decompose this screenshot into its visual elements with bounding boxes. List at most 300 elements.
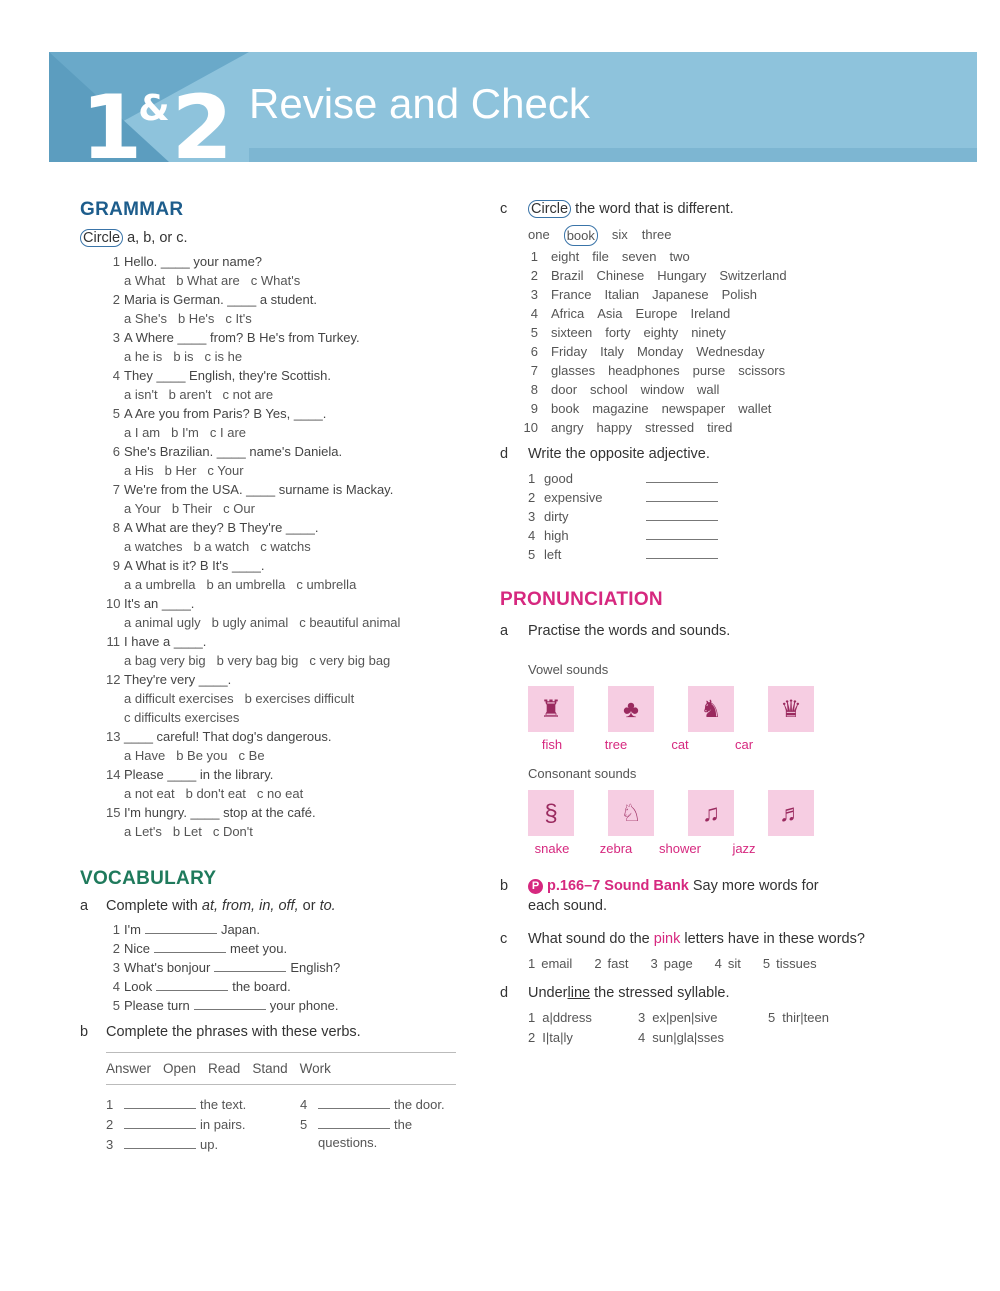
choice-word[interactable]: Polish [721,287,757,302]
verb-word: Open [163,1061,197,1076]
circle-row [500,361,940,380]
circle-rows [500,247,940,437]
answer-blank[interactable] [318,1117,390,1129]
item-number: 2 [528,1030,536,1045]
answer-blank[interactable] [646,528,718,540]
choice-word[interactable]: headphones [608,363,680,378]
row-number: 1 [530,249,538,264]
item-number: 1 [106,1097,114,1112]
pron-c-text: What sound do the [528,931,654,947]
divider [106,1052,456,1053]
choice-word[interactable]: two [669,249,690,264]
sound-word-item [763,954,817,973]
question-text: They're very ____. [124,672,232,687]
grammar-heading: GRAMMAR [80,199,184,220]
option: a What [124,273,166,288]
choice-word[interactable]: Switzerland [719,268,787,283]
row-number: 5 [530,325,538,340]
choice-word[interactable]: happy [596,420,632,435]
adjective: high [544,528,569,543]
choice-word[interactable]: sixteen [551,325,593,340]
option: c watchs [260,539,311,554]
choice-word[interactable]: Europe [635,306,678,321]
item-post: the board. [232,979,291,994]
opposite-instruction [500,445,940,464]
choice-word[interactable]: Wednesday [696,344,765,359]
word: I|ta|ly [542,1030,573,1045]
choice-word[interactable]: France [551,287,592,302]
adjective: dirty [544,509,569,524]
stress-word[interactable] [528,1008,592,1027]
question-number: 5 [112,406,120,421]
question-text: I have a ____. [124,634,207,649]
vocab-b-item [300,1115,412,1134]
question-number: 3 [112,330,120,345]
choice-word[interactable]: Italian [604,287,640,302]
sound-word: shower [659,841,701,856]
opposite-item [500,526,940,545]
opposite-item [500,469,940,488]
grammar-question [80,556,480,575]
question-number: 15 [106,805,121,820]
sound-word-item [594,954,628,973]
grammar-options [80,423,480,442]
row-number: 4 [530,306,538,321]
vocab-a-items [80,920,480,1015]
option: a His [124,463,154,478]
cat-icon: ♞ [688,686,734,732]
tree-icon: ♣ [608,686,654,732]
verb-word: Stand [252,1061,288,1076]
grammar-question [80,328,480,347]
adjective: expensive [544,490,603,505]
opposite-text: Write the opposite adjective. [528,446,710,462]
choice-word[interactable]: newspaper [661,401,726,416]
word: email [541,956,573,971]
option: b Her [164,463,197,478]
sound-word: zebra [599,841,633,856]
item-number: 3 [528,509,536,524]
answer-blank[interactable] [156,979,228,991]
sound-word: jazz [732,841,756,856]
snake-icon: § [528,790,574,836]
item-number: 3 [106,1137,114,1152]
option: a difficult exercises [124,691,234,706]
grammar-options [80,822,480,841]
pron-c-pink: pink [653,931,681,947]
item-number: 3 [650,956,658,971]
circle-row [500,418,940,437]
option: c beautiful animal [299,615,401,630]
item-number: 4 [300,1097,308,1112]
item-pre: Please turn [124,998,190,1013]
grammar-question [80,252,480,271]
item-post: the door. [394,1097,445,1112]
grammar-instruction-rest: a, b, or c. [123,230,188,246]
choice-word[interactable]: stressed [644,420,695,435]
choice-word[interactable]: Ireland [690,306,731,321]
option: b I'm [171,425,199,440]
unit-number-a: 1 [81,76,137,162]
option: b Be you [176,748,228,763]
item-number: 2 [112,941,120,956]
question-text: I'm hungry. ____ stop at the café. [124,805,316,820]
option: b is [173,349,194,364]
vocab-b-letter: b [80,1024,89,1040]
grammar-question [80,594,480,613]
question-text: ____ careful! That dog's dangerous. [124,729,332,744]
option: b a watch [193,539,250,554]
option: b Let [172,824,202,839]
choice-word[interactable]: Brazil [551,268,584,283]
pron-a-instruction [500,622,940,641]
item-post: the text. [200,1097,247,1112]
answer-blank[interactable] [646,547,718,559]
vocab-a-or: or [298,898,320,914]
choice-word[interactable]: wallet [738,401,772,416]
circle-example [528,225,940,246]
question-number: 8 [112,520,120,535]
option: c Your [207,463,244,478]
circle-row [500,342,940,361]
item-number: 2 [594,956,602,971]
row-number: 7 [530,363,538,378]
question-text: A What are they? B They're ____. [124,520,319,535]
consonant-label: Consonant sounds [528,766,637,781]
unit-number-b: 2 [171,76,227,162]
choice-word[interactable]: Italy [600,344,624,359]
pron-c-instruction [500,930,940,949]
question-text: She's Brazilian. ____ name's Daniela. [124,444,343,459]
stress-word[interactable] [768,1008,829,1027]
grammar-options [80,271,480,290]
choice-word[interactable]: Hungary [657,268,707,283]
item-number: 3 [112,960,120,975]
question-number: 4 [112,368,120,383]
sound-word: snake [534,841,570,856]
item-number: 4 [638,1030,646,1045]
question-text: Maria is German. ____ a student. [124,292,317,307]
unit-amp: & [138,88,170,129]
answer-blank[interactable] [145,922,217,934]
option: a animal ugly [124,615,201,630]
item-pre: Look [124,979,153,994]
item-number: 2 [528,490,536,505]
vocab-a-item [80,939,480,958]
item-number: 5 [528,547,536,562]
option: b He's [177,311,215,326]
verb-word: Work [299,1061,331,1076]
pron-b-text-2: each sound. [528,898,608,914]
option: c umbrella [296,577,357,592]
opposite-item [500,545,940,564]
jazz-icon: ♬ [768,790,814,836]
choice-word[interactable]: Asia [597,306,623,321]
choice-word[interactable]: purse [692,363,726,378]
vocab-b-text: Complete the phrases with these verbs. [106,1024,361,1040]
choice-word[interactable]: eight [551,249,580,264]
grammar-options [80,309,480,328]
vocab-a-to: to. [319,898,336,914]
item-number: 1 [528,1010,536,1025]
option: c It's [225,311,252,326]
example-word: book [564,225,598,246]
grammar-options: c difficults exercises [124,710,240,725]
item-number: 1 [112,922,120,937]
example-word: one [528,227,550,242]
verb-word: Read [208,1061,241,1076]
car-icon: ♛ [768,686,814,732]
pron-b-text: Say more words for [688,878,819,894]
answer-blank[interactable] [124,1117,196,1129]
row-number: 3 [530,287,538,302]
pron-d-text-2: the stressed syllable. [590,985,730,1001]
row-number: 2 [530,268,538,283]
choice-word[interactable]: glasses [551,363,596,378]
option: c What's [250,273,301,288]
question-number: 7 [112,482,120,497]
sound-word: fish [541,737,563,752]
choice-word[interactable]: Monday [636,344,684,359]
option: c not are [222,387,274,402]
circle-row [500,266,940,285]
vocab-a-text: Complete with [106,898,202,914]
grammar-question [80,366,480,385]
choice-word[interactable]: window [640,382,684,397]
consonant-images [528,790,940,836]
verb-box [106,1059,480,1078]
vowel-images [528,686,940,732]
pron-c-text-2: letters have in these words? [680,931,865,947]
adjective: left [544,547,562,562]
grammar-options [80,784,480,803]
option: b aren't [168,387,212,402]
vocab-b-item [106,1135,218,1154]
pron-d-underline: line [567,985,591,1001]
opposite-item [500,507,940,526]
question-text: A Where ____ from? B He's from Turkey. [124,330,360,345]
item-post: in pairs. [200,1117,246,1132]
row-number: 10 [523,420,538,435]
vocab-a-item [80,977,480,996]
option: a he is [124,349,163,364]
unit-number [81,54,227,162]
question-number: 11 [106,634,120,649]
banner-bar [249,148,977,162]
circle-word: Circle [80,229,123,247]
grammar-options [80,651,480,670]
row-number: 9 [530,401,538,416]
grammar-options [80,385,480,404]
sound-bank-link[interactable]: p.166–7 Sound Bank [547,878,689,894]
item-number: 5 [112,998,120,1013]
choice-word[interactable]: Chinese [596,268,645,283]
answer-blank[interactable] [646,471,718,483]
choice-word[interactable]: wall [696,382,720,397]
item-post: Japan. [220,922,260,937]
option: c Our [223,501,255,516]
answer-blank[interactable] [154,941,226,953]
example-word: three [641,227,672,242]
word: tissues [776,956,817,971]
question-text: It's an ____. [124,596,195,611]
grammar-question [80,632,480,651]
answer-blank[interactable] [646,490,718,502]
vocab-b-item [106,1095,246,1114]
question-number: 9 [112,558,120,573]
grammar-items [80,252,480,841]
word: a|ddress [542,1010,592,1025]
adjective: good [544,471,573,486]
circle-diff-letter: c [500,201,508,217]
choice-word[interactable]: book [551,401,580,416]
item-number: 5 [300,1117,308,1132]
item-number: 5 [768,1010,776,1025]
choice-word[interactable]: file [592,249,609,264]
word: ex|pen|sive [652,1010,718,1025]
vocab-a-item [80,958,480,977]
choice-word[interactable]: Japanese [652,287,709,302]
right-column [500,200,940,1048]
pron-a-text: Practise the words and sounds. [528,623,731,639]
option: a Your [124,501,161,516]
grammar-options [80,461,480,480]
grammar-question [80,480,480,499]
option: a isn't [124,387,158,402]
grammar-question [80,442,480,461]
opposite-item [500,488,940,507]
grammar-options [80,499,480,518]
question-text: They ____ English, they're Scottish. [124,368,331,383]
option: a a umbrella [124,577,196,592]
grammar-question [80,670,480,689]
item-post: English? [290,960,341,975]
question-number: 12 [106,672,121,687]
option: a Let's [124,824,162,839]
question-text: Hello. ____ your name? [124,254,263,269]
row-number: 8 [530,382,538,397]
circle-diff-text: the word that is different. [571,201,734,217]
item-pre: What's bonjour [124,960,211,975]
vocab-b-item [106,1115,246,1134]
circle-word: Circle [528,200,571,218]
pron-d-letter: d [500,985,509,1001]
option: a Have [124,748,166,763]
choice-word[interactable]: school [590,382,628,397]
opposite-letter: d [500,446,509,462]
item-number: 2 [106,1117,114,1132]
word: page [663,956,693,971]
question-text: A Are you from Paris? B Yes, ____. [124,406,327,421]
answer-blank[interactable] [124,1097,196,1109]
choice-word[interactable]: Friday [551,344,588,359]
choice-word[interactable]: angry [551,420,584,435]
example-word: six [611,227,628,242]
fish-icon: ♜ [528,686,574,732]
option: a not eat [124,786,175,801]
item-number: 1 [528,471,536,486]
option: a She's [124,311,167,326]
option: c no eat [256,786,304,801]
sound-word: tree [604,737,628,752]
question-number: 1 [112,254,120,269]
vocab-b-item-5-line2: questions. [318,1135,378,1150]
pron-a-letter: a [500,623,509,639]
word: sun|gla|sses [652,1030,725,1045]
sound-word-item [715,954,741,973]
grammar-question [80,290,480,309]
choice-word[interactable]: magazine [592,401,649,416]
choice-word[interactable]: scissors [738,363,786,378]
grammar-options [80,746,480,765]
vowel-words [528,735,940,754]
pron-b-letter: b [500,878,509,894]
sound-word: car [734,737,754,752]
vocabulary-heading: VOCABULARY [80,868,217,889]
question-number: 13 [106,729,121,744]
grammar-options [80,537,480,556]
phonetics-icon: P [528,879,543,894]
grammar-options [80,613,480,632]
item-number: 5 [762,956,771,971]
choice-word[interactable]: door [551,382,578,397]
question-text: We're from the USA. ____ surname is Mackay. [124,482,394,497]
stress-word[interactable] [638,1028,724,1047]
option: b ugly animal [211,615,289,630]
choice-word[interactable]: ninety [691,325,726,340]
sound-word-item [528,954,572,973]
item-pre: Nice [124,941,151,956]
answer-blank[interactable] [194,998,266,1010]
grammar-question [80,404,480,423]
circle-row [500,399,940,418]
vocab-a-instruction [80,897,480,916]
item-post: meet you. [230,941,288,956]
grammar-options [80,575,480,594]
answer-blank[interactable] [124,1137,196,1149]
item-number: 1 [528,956,536,971]
choice-word[interactable]: tired [707,420,733,435]
divider [106,1084,456,1085]
item-number: 4 [528,528,536,543]
answer-blank[interactable] [646,509,718,521]
answer-blank[interactable] [318,1097,390,1109]
answer-blank[interactable] [214,960,286,972]
vocab-a-item [80,920,480,939]
item-number: 3 [638,1010,646,1025]
item-number: 4 [112,979,120,994]
stress-word[interactable] [528,1028,573,1047]
shower-icon: ♫ [688,790,734,836]
grammar-instruction [80,229,480,248]
option: c very big bag [309,653,391,668]
option: b don't eat [185,786,246,801]
option: a watches [124,539,183,554]
pron-d-text: Under [528,985,568,1001]
consonant-words [528,839,940,858]
sound-word: cat [671,737,689,752]
option: a I am [124,425,161,440]
question-number: 2 [112,292,120,307]
choice-word[interactable]: seven [621,249,657,264]
pron-c-letter: c [500,931,508,947]
choice-word[interactable]: eighty [643,325,679,340]
grammar-question [80,518,480,537]
stress-word[interactable] [638,1008,718,1027]
vocab-b-items [80,1095,480,1155]
choice-word[interactable]: forty [605,325,631,340]
choice-word[interactable]: Africa [551,306,585,321]
